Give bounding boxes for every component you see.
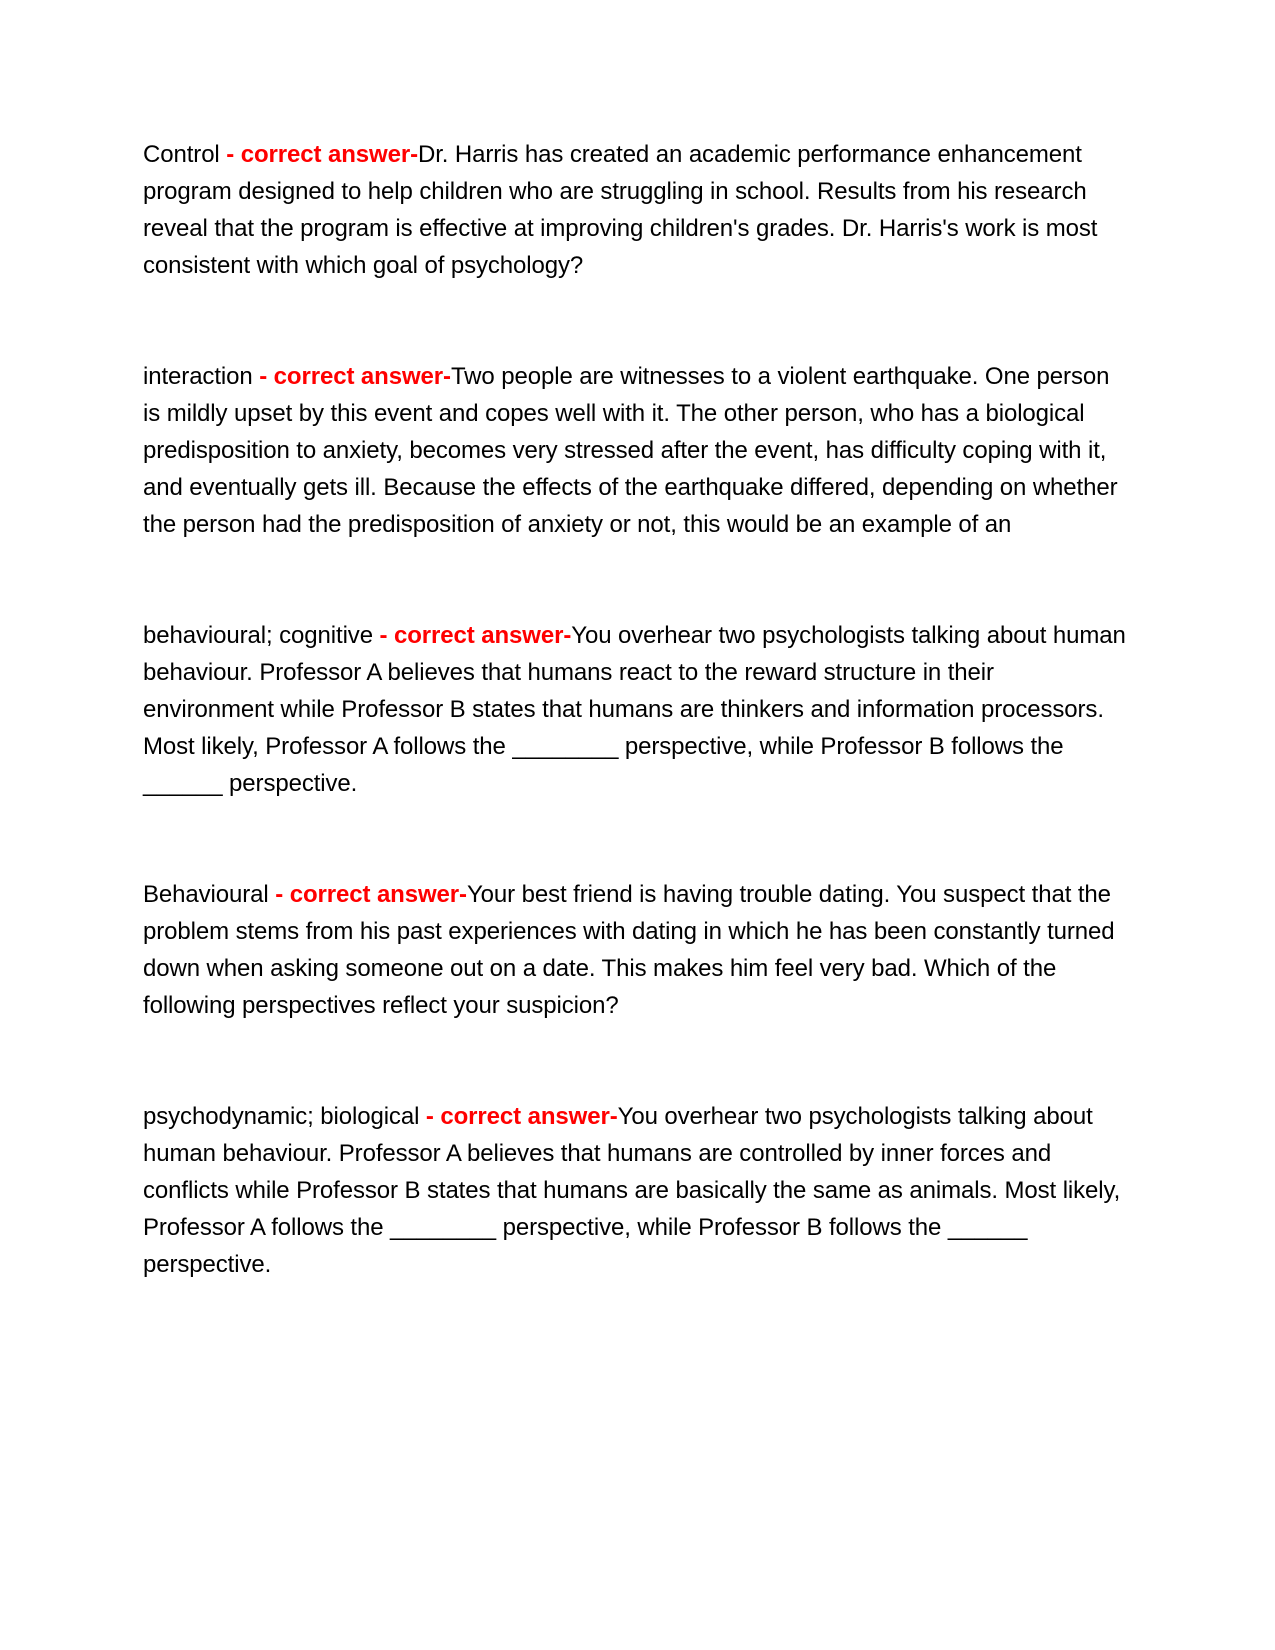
qa-item (143, 876, 1127, 1024)
correct-answer-marker: - correct answer- (259, 363, 451, 390)
question-text: Your best friend is having trouble dating. You suspect that the problem stems from his past experiences with dating in which he has been constantly turned down when asking someone out on a date. This makes him feel very bad. Which of the following perspectives reflect your suspicion? (143, 881, 1115, 1019)
answer-text: behavioural; cognitive (143, 622, 373, 649)
qa-item (143, 136, 1127, 284)
qa-item (143, 617, 1127, 802)
question-text: Dr. Harris has created an academic performance enhancement program designed to help children who are struggling in school. Results from his research reveal that the program is effective at improving children's grades. Dr. Harris's work is most consistent with which goal of psychology? (143, 141, 1098, 279)
correct-answer-marker: - correct answer- (275, 881, 467, 908)
correct-answer-marker: - correct answer- (379, 622, 572, 649)
correct-answer-marker: - correct answer- (226, 141, 418, 168)
qa-item (143, 1098, 1127, 1283)
qa-item (143, 358, 1127, 543)
question-text: Two people are witnesses to a violent earthquake. One person is mildly upset by this event and copes well with it. The other person, who has a biological predisposition to anxiety, becomes very stressed after the event, has difficulty coping with it, and eventually gets ill. Because the effects of the earthquake differed, depending on whether the person had the predisposition of anxiety or not, this would be an example of an (143, 363, 1118, 538)
question-text: You overhear two psychologists talking about human behaviour. Professor A believes that humans react to the reward structure in their environment while Professor B states that humans are thinkers and information processors. Most likely, Professor A follows the ________ perspective, while Professor B follows the ______ perspective. (143, 622, 1126, 797)
answer-text: Control (143, 141, 220, 168)
answer-text: Behavioural (143, 881, 269, 908)
answer-text: interaction (143, 363, 253, 390)
answer-text: psychodynamic; biological (143, 1103, 420, 1130)
correct-answer-marker: - correct answer- (425, 1103, 618, 1130)
question-text: You overhear two psychologists talking about human behaviour. Professor A believes that humans are controlled by inner forces and conflicts while Professor B states that humans are basically the same as animals. Most likely, Professor A follows the ________ perspective, while Professor B follows the ______ perspective. (143, 1103, 1121, 1278)
